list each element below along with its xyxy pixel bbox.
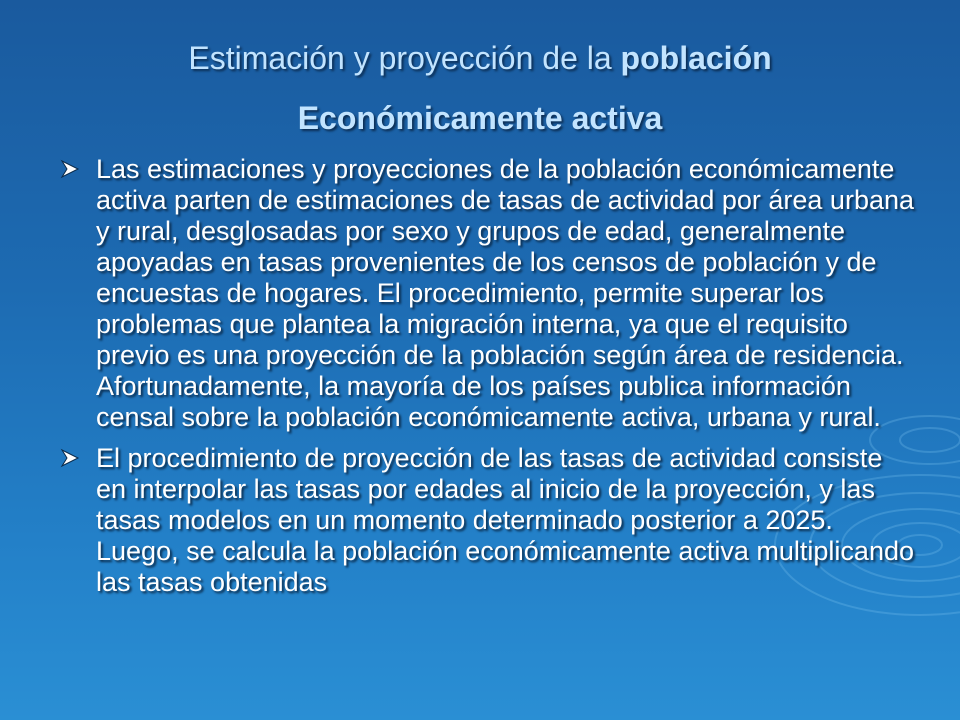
bullet-list bbox=[58, 154, 918, 608]
slide-title bbox=[0, 28, 960, 148]
bullet-item bbox=[58, 154, 918, 433]
arrow-bullet-icon bbox=[60, 448, 80, 468]
arrow-bullet-icon bbox=[60, 159, 80, 179]
title-line-2: Económicamente activa bbox=[297, 100, 663, 136]
title-line-1 bbox=[0, 28, 960, 88]
bullet-item bbox=[58, 443, 918, 598]
bullet-text: Las estimaciones y proyecciones de la población económicamente activa parten de estimaciones de tasas de actividad por área urbana y rural, desglosadas por sexo y grupos de edad, generalmente apoyadas en tasas provenientes de los censos de población y de encuestas de hogares. El procedimiento, permite superar los problemas que plantea la migración interna, ya que el requisito previo es una proyección de la población según área de residencia. Afortunadamente, la mayoría de los países publica información censal sobre la población económicamente activa, urbana y rural. bbox=[96, 154, 915, 432]
bullet-text: El procedimiento de proyección de las tasas de actividad consiste en interpolar las tasas por edades al inicio de la proyección, y las tasas modelos en un momento determinado posterior a 2025. Luego, se calcula la población económicamente activa multiplicando las tasas obtenidas bbox=[96, 443, 914, 597]
title-bold-text: población bbox=[620, 40, 772, 76]
title-regular-text: Estimación y proyección de la bbox=[188, 40, 621, 76]
